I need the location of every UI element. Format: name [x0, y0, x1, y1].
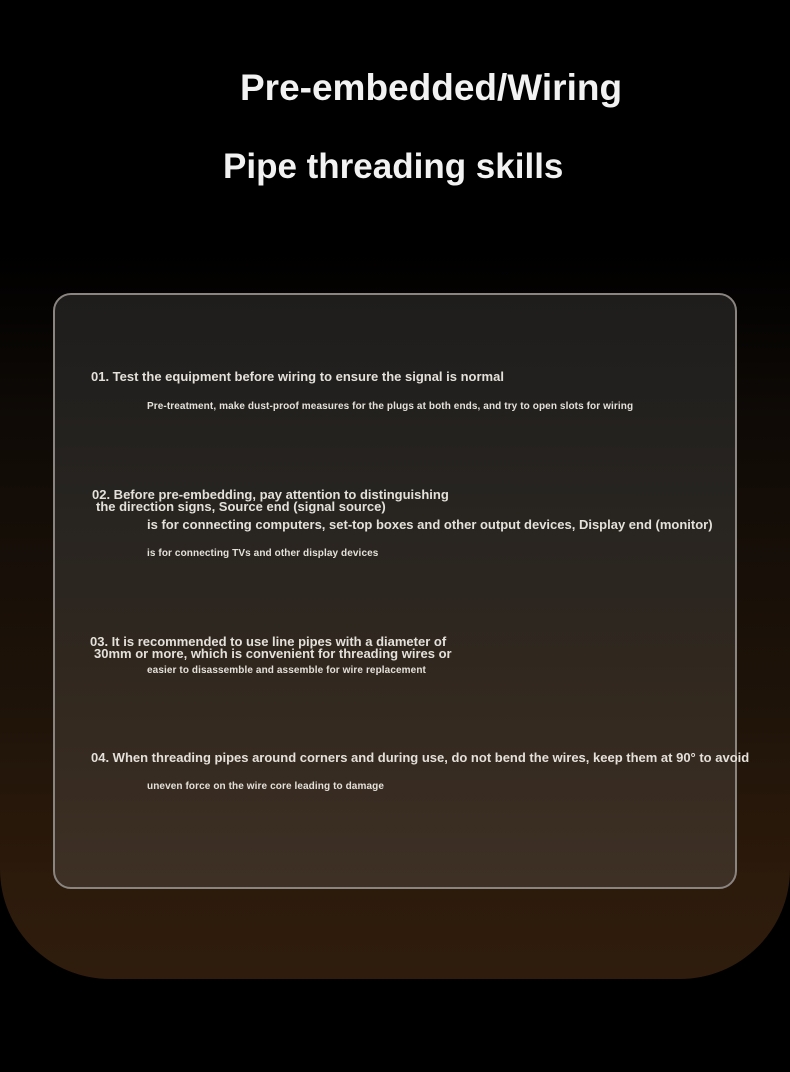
tip-02-heading-cont: the direction signs, Source end (signal source)	[96, 499, 386, 514]
tip-03-detail: easier to disassemble and assemble for wire replacement	[147, 665, 426, 676]
page-title: Pre-embedded/Wiring	[240, 67, 623, 108]
tip-02-heading: 02. Before pre-embedding, pay attention to distinguishing	[92, 487, 449, 502]
tip-02-detail-cont: is for connecting TVs and other display devices	[147, 548, 379, 559]
tip-03-heading-cont: 30mm or more, which is convenient for threading wires or	[94, 646, 452, 661]
tip-03-heading: 03. It is recommended to use line pipes with a diameter of	[90, 634, 447, 649]
page-subtitle: Pipe threading skills	[223, 147, 564, 186]
tip-02-detail: is for connecting computers, set-top boxes and other output devices, Display end (monitor)	[147, 517, 713, 532]
tip-04-detail: uneven force on the wire core leading to damage	[147, 781, 384, 792]
tip-04-heading: 04. When threading pipes around corners and during use, do not bend the wires, keep them at 90° to avoid	[91, 750, 750, 765]
tip-01-heading: 01. Test the equipment before wiring to ensure the signal is normal	[91, 369, 504, 384]
tip-01-detail: Pre-treatment, make dust-proof measures for the plugs at both ends, and try to open slots for wiring	[147, 401, 634, 412]
